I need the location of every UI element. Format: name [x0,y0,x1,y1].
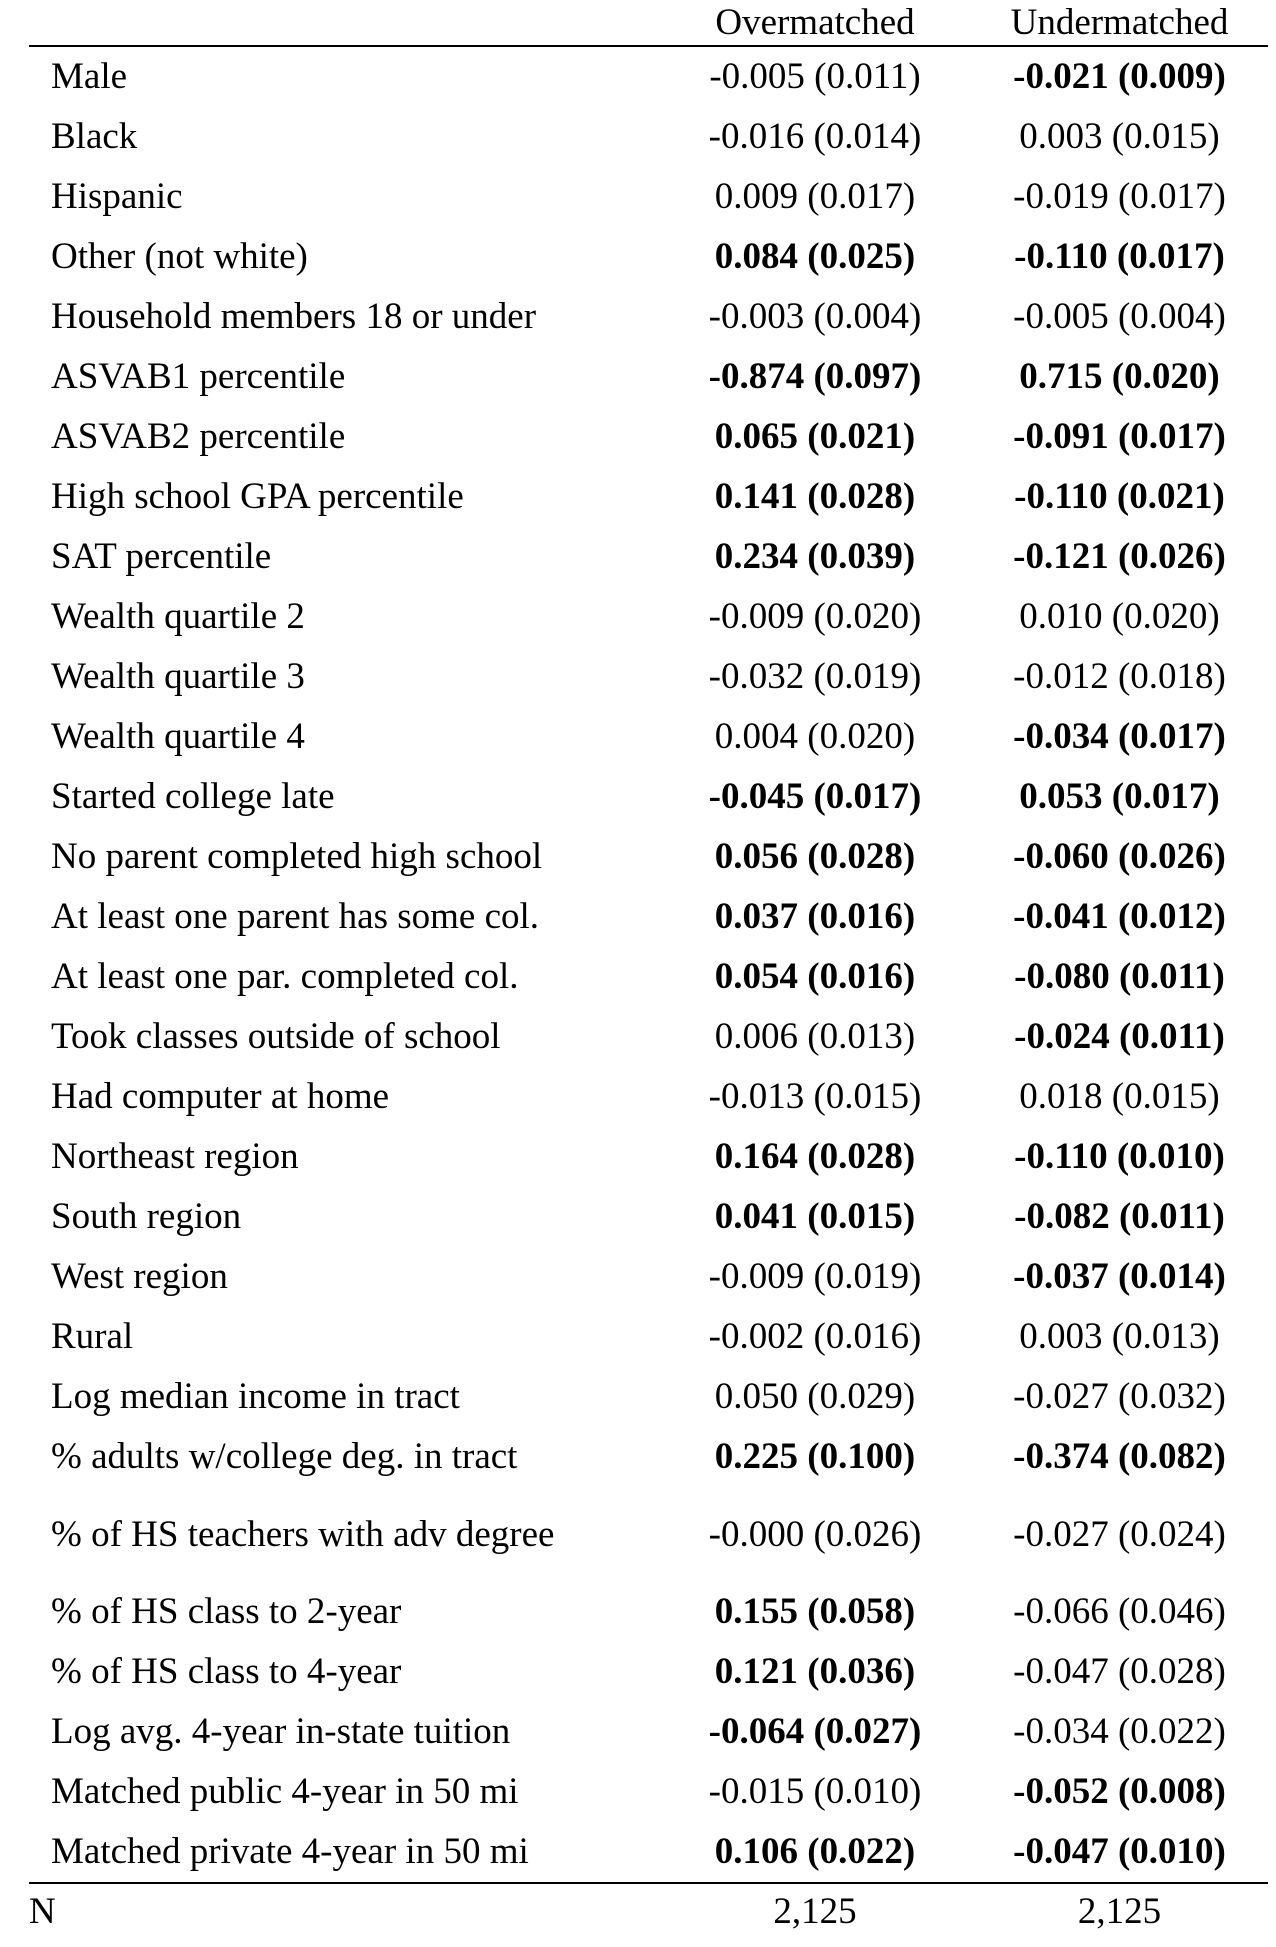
row-label: Male [51,56,128,97]
undermatched-coefficient: 0.003 (0.015) [1019,116,1220,157]
undermatched-coefficient: -0.012 (0.018) [1013,656,1226,697]
overmatched-coefficient: -0.009 (0.020) [708,596,922,637]
row-label: At least one par. completed col. [51,956,519,997]
overmatched-coefficient: -0.015 (0.010) [708,1771,922,1812]
table-row [29,347,1268,407]
undermatched-coefficient: -0.110 (0.017) [1014,236,1225,277]
row-label: % of HS class to 4-year [51,1651,402,1692]
undermatched-coefficient: 0.715 (0.020) [1019,356,1220,397]
undermatched-coefficient: -0.021 (0.009) [1013,56,1226,97]
undermatched-coefficient: -0.374 (0.082) [1013,1436,1226,1477]
table-row [29,467,1268,527]
undermatched-coefficient: -0.047 (0.028) [1013,1651,1226,1692]
table-footer [29,1883,1268,1940]
row-label: ASVAB2 percentile [51,416,346,457]
overmatched-coefficient: 0.121 (0.036) [714,1651,916,1692]
table-row [29,1367,1268,1427]
table-row [29,1067,1268,1127]
row-label: Wealth quartile 4 [51,716,305,757]
table-row [29,1642,1268,1702]
undermatched-coefficient: -0.080 (0.011) [1014,956,1225,997]
table-row [29,46,1268,107]
overmatched-coefficient: 0.084 (0.025) [714,236,916,277]
overmatched-coefficient: -0.064 (0.027) [708,1711,922,1752]
undermatched-coefficient: 0.018 (0.015) [1019,1076,1220,1117]
row-label: No parent completed high school [51,836,543,877]
table-row [29,587,1268,647]
row-label: Other (not white) [51,236,308,277]
table-row [29,287,1268,347]
undermatched-coefficient: -0.041 (0.012) [1013,896,1226,937]
header-overmatched: Overmatched [715,2,915,43]
table-row [29,167,1268,227]
table-row [29,707,1268,767]
undermatched-coefficient: -0.121 (0.026) [1013,536,1226,577]
overmatched-coefficient: -0.016 (0.014) [708,116,922,157]
overmatched-coefficient: -0.003 (0.004) [708,296,922,337]
row-label: Wealth quartile 2 [51,596,305,637]
sample-size-overmatched: 2,125 [773,1891,857,1932]
sample-size-label: N [29,1891,56,1932]
row-label: Black [51,116,138,157]
overmatched-coefficient: 0.155 (0.058) [714,1591,916,1632]
row-label: Log median income in tract [51,1376,460,1417]
undermatched-coefficient: -0.066 (0.046) [1013,1591,1226,1632]
undermatched-coefficient: -0.034 (0.017) [1013,716,1226,757]
overmatched-coefficient: 0.225 (0.100) [714,1436,916,1477]
table-row [29,1582,1268,1642]
row-label: Northeast region [51,1136,299,1177]
row-label: % of HS teachers with adv degree [51,1513,555,1555]
row-label: Rural [51,1316,134,1357]
undermatched-coefficient: 0.003 (0.013) [1019,1316,1220,1357]
table-row [29,767,1268,827]
overmatched-coefficient: 0.041 (0.015) [714,1196,916,1237]
undermatched-coefficient: -0.110 (0.021) [1014,476,1225,517]
overmatched-coefficient: 0.164 (0.028) [714,1136,916,1177]
overmatched-coefficient: 0.009 (0.017) [714,176,916,217]
overmatched-coefficient: 0.234 (0.039) [714,536,916,577]
overmatched-coefficient: -0.032 (0.019) [708,656,922,697]
row-label: West region [51,1256,228,1297]
overmatched-coefficient: -0.009 (0.019) [708,1256,922,1297]
overmatched-coefficient: -0.045 (0.017) [708,776,922,817]
table-row [29,527,1268,587]
overmatched-coefficient: -0.013 (0.015) [708,1076,922,1117]
undermatched-coefficient: -0.047 (0.010) [1013,1831,1226,1872]
table-row [29,887,1268,947]
undermatched-coefficient: -0.027 (0.024) [1013,1513,1226,1555]
undermatched-coefficient: -0.005 (0.004) [1013,296,1226,337]
overmatched-coefficient: -0.002 (0.016) [708,1316,922,1357]
table-row [29,1487,1268,1582]
table-row [29,407,1268,467]
table-body [29,46,1268,1883]
table-row [29,1427,1268,1487]
sample-size-row [29,1883,1268,1940]
undermatched-coefficient: -0.027 (0.032) [1013,1376,1226,1417]
row-label: South region [51,1196,242,1237]
table-row [29,1007,1268,1067]
undermatched-coefficient: -0.034 (0.022) [1013,1711,1226,1752]
row-label: Hispanic [51,176,183,217]
table-row [29,1762,1268,1822]
table-row [29,1247,1268,1307]
undermatched-coefficient: -0.060 (0.026) [1013,836,1226,877]
table-row [29,647,1268,707]
row-label: ASVAB1 percentile [51,356,346,397]
table-row [29,827,1268,887]
overmatched-coefficient: -0.874 (0.097) [708,356,922,397]
undermatched-coefficient: -0.082 (0.011) [1014,1196,1225,1237]
row-label: Wealth quartile 3 [51,656,305,697]
table-row [29,107,1268,167]
overmatched-coefficient: 0.056 (0.028) [714,836,916,877]
overmatched-coefficient: 0.106 (0.022) [714,1831,916,1872]
table-row [29,1127,1268,1187]
overmatched-coefficient: 0.065 (0.021) [714,416,916,457]
table-row [29,947,1268,1007]
sample-size-undermatched: 2,125 [1077,1891,1162,1932]
overmatched-coefficient: 0.004 (0.020) [714,716,916,757]
row-label: High school GPA percentile [51,476,464,517]
overmatched-coefficient: 0.037 (0.016) [714,896,916,937]
row-label: Had computer at home [51,1076,390,1117]
row-label: Matched public 4-year in 50 mi [51,1771,519,1812]
undermatched-coefficient: 0.053 (0.017) [1019,776,1220,817]
undermatched-coefficient: -0.024 (0.011) [1014,1016,1225,1057]
row-label: % adults w/college deg. in tract [51,1436,518,1477]
table-row [29,1702,1268,1762]
overmatched-coefficient: 0.054 (0.016) [714,956,916,997]
header-row [29,0,1268,46]
undermatched-coefficient: -0.110 (0.010) [1014,1136,1225,1177]
undermatched-coefficient: -0.019 (0.017) [1013,176,1226,217]
table-row [29,1307,1268,1367]
table-row [29,1822,1268,1883]
row-label: Matched private 4-year in 50 mi [51,1831,529,1872]
table-header [29,0,1268,46]
row-label: Household members 18 or under [51,296,537,337]
header-label [29,0,659,46]
overmatched-coefficient: 0.050 (0.029) [714,1376,916,1417]
row-label: At least one parent has some col. [51,896,540,937]
undermatched-coefficient: -0.091 (0.017) [1013,416,1226,457]
row-label: % of HS class to 2-year [51,1591,402,1632]
undermatched-coefficient: 0.010 (0.020) [1019,596,1220,637]
row-label: Started college late [51,776,335,817]
row-label: Log avg. 4-year in-state tuition [51,1711,511,1752]
regression-table [29,0,1268,1940]
overmatched-coefficient: -0.005 (0.011) [709,56,921,97]
table-row [29,227,1268,287]
row-label: SAT percentile [51,536,272,577]
header-undermatched: Undermatched [1010,2,1229,43]
undermatched-coefficient: -0.052 (0.008) [1013,1771,1226,1812]
row-label: Took classes outside of school [51,1016,501,1057]
overmatched-coefficient: 0.006 (0.013) [714,1016,916,1057]
overmatched-coefficient: 0.141 (0.028) [714,476,916,517]
overmatched-coefficient: -0.000 (0.026) [708,1513,922,1555]
table-row [29,1187,1268,1247]
undermatched-coefficient: -0.037 (0.014) [1013,1256,1226,1297]
